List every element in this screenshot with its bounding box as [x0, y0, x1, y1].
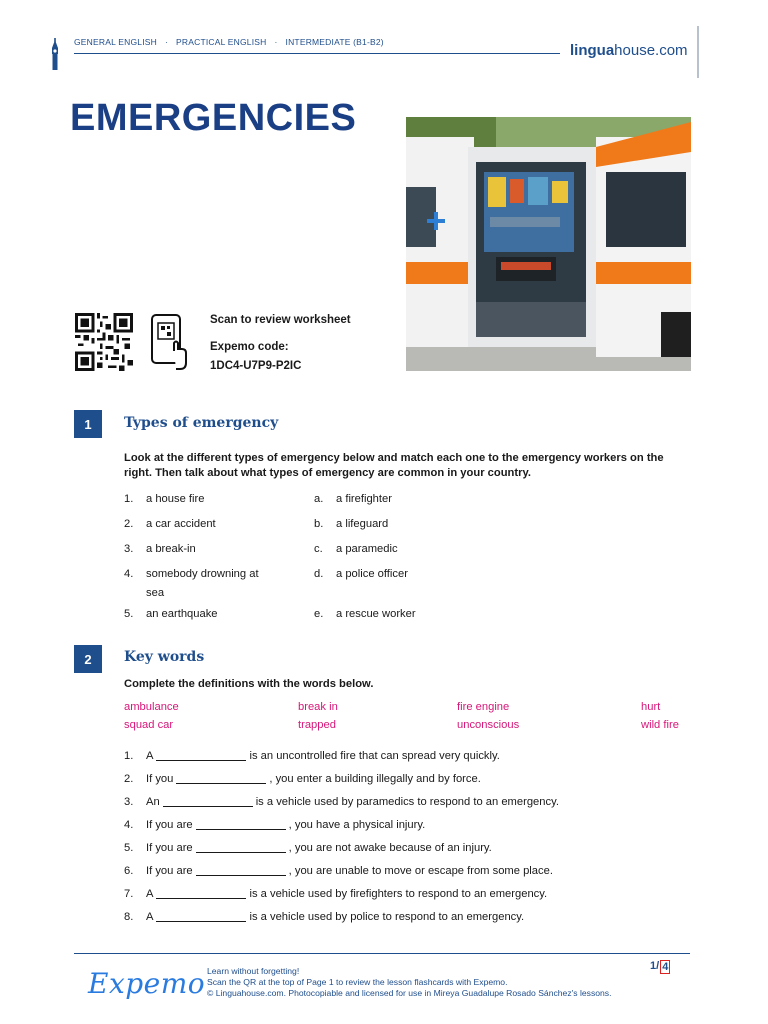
- qr-code-icon: [74, 313, 134, 371]
- sentence-item: [124, 819, 425, 831]
- footer-rule: [74, 953, 690, 954]
- brand-bold: lingua: [570, 42, 615, 59]
- sentence-after: is an uncontrolled fire that can spread very quickly.: [249, 750, 500, 762]
- breadcrumb: [74, 37, 384, 47]
- section-instructions: Look at the different types of emergency below and match each one to the emergency workers on the right. Then talk about what types of emergency are common in your country.: [124, 452, 664, 479]
- word-bank-item: wild fire: [641, 719, 679, 731]
- sentence-item: [124, 888, 547, 900]
- item-text: a police officer: [336, 568, 408, 580]
- item-text: a car accident: [146, 518, 216, 530]
- section-number-badge: 1: [74, 410, 102, 438]
- list-item: [314, 608, 416, 620]
- item-number: 7.: [124, 888, 134, 900]
- list-item: [314, 543, 398, 555]
- sentence-item: [124, 865, 553, 877]
- sentence-after: is a vehicle used by police to respond to an emergency.: [249, 911, 525, 923]
- breadcrumb-separator: ·: [274, 37, 278, 47]
- sentence-after: , you are not awake because of an injury.: [288, 842, 492, 854]
- expemo-code-value: 1DC4-U7P9-P2IC: [210, 360, 302, 372]
- item-letter: b.: [314, 518, 324, 530]
- page-total: 4: [662, 961, 669, 973]
- item-number: 4.: [124, 819, 134, 831]
- word-bank-item: break in: [298, 701, 338, 713]
- item-number: 2.: [124, 773, 134, 785]
- item-letter: a.: [314, 493, 324, 505]
- word-bank-item: fire engine: [457, 701, 510, 713]
- breadcrumb-level-1: GENERAL ENGLISH: [74, 37, 157, 47]
- page-number: [650, 960, 670, 974]
- breadcrumb-level-2: PRACTICAL ENGLISH: [176, 37, 267, 47]
- answer-blank[interactable]: [196, 865, 286, 876]
- header-divider: [697, 26, 699, 78]
- item-number: 6.: [124, 865, 134, 877]
- item-text: a lifeguard: [336, 518, 389, 530]
- sentence-before: An: [146, 796, 160, 808]
- breadcrumb-level-3: INTERMEDIATE (B1-B2): [285, 37, 384, 47]
- answer-blank[interactable]: [156, 888, 246, 899]
- sentence-item: [124, 773, 481, 785]
- item-number: 3.: [124, 543, 134, 555]
- list-item: [124, 518, 216, 530]
- scan-label: Scan to review worksheet: [210, 314, 351, 326]
- item-number: 3.: [124, 796, 134, 808]
- answer-blank[interactable]: [163, 796, 253, 807]
- word-bank-item: ambulance: [124, 701, 179, 713]
- list-item-continuation: [146, 587, 164, 599]
- sentence-before: A: [146, 911, 154, 923]
- sentence-after: , you are unable to move or escape from some place.: [288, 865, 553, 877]
- sentence-before: If you: [146, 773, 174, 785]
- brand-logo: [570, 42, 688, 59]
- answer-blank[interactable]: [196, 842, 286, 853]
- footer-text: [207, 966, 612, 999]
- sentence-before: A: [146, 750, 154, 762]
- sentence-before: If you are: [146, 865, 193, 877]
- list-item: [124, 568, 259, 580]
- brand-rest: house.com: [614, 42, 688, 59]
- word-bank-item: squad car: [124, 719, 174, 731]
- answer-blank[interactable]: [176, 773, 266, 784]
- item-text: a paramedic: [336, 543, 398, 555]
- footer-copyright: © Linguahouse.com. Photocopiable and licensed for use in Mireya Guadalupe Rosado Sánchez's lessons.: [207, 988, 612, 998]
- answer-blank[interactable]: [156, 750, 246, 761]
- item-text: somebody drowning at: [146, 568, 259, 580]
- item-text: an earthquake: [146, 608, 218, 620]
- sentence-before: If you are: [146, 819, 193, 831]
- item-letter: d.: [314, 568, 324, 580]
- ambulance-photo: [406, 117, 691, 371]
- breadcrumb-separator: ·: [165, 37, 169, 47]
- page-current: 1/: [650, 960, 660, 972]
- sentence-item: [124, 796, 559, 808]
- header-rule: [74, 53, 560, 54]
- expemo-logo: Expemo: [88, 967, 206, 1000]
- word-bank-item: trapped: [298, 719, 336, 731]
- word-bank-item: hurt: [641, 701, 661, 713]
- list-item: [124, 543, 196, 555]
- item-text: a break-in: [146, 543, 196, 555]
- item-text: a house fire: [146, 493, 205, 505]
- word-bank-item: unconscious: [457, 719, 520, 731]
- phone-scan-icon: [148, 313, 192, 371]
- section-instructions: Complete the definitions with the words below.: [124, 678, 374, 690]
- answer-blank[interactable]: [156, 911, 246, 922]
- section-title: Types of emergency: [124, 415, 279, 431]
- section-title: Key words: [124, 649, 205, 665]
- answer-blank[interactable]: [196, 819, 286, 830]
- list-item: [124, 608, 218, 620]
- sentence-after: is a vehicle used by firefighters to respond to an emergency.: [249, 888, 548, 900]
- item-letter: e.: [314, 608, 324, 620]
- list-item: [314, 493, 392, 505]
- item-text: a firefighter: [336, 493, 392, 505]
- item-number: 4.: [124, 568, 134, 580]
- big-ben-icon: [50, 38, 60, 70]
- item-number: 1.: [124, 750, 134, 762]
- item-number: 5.: [124, 842, 134, 854]
- list-item: [314, 568, 408, 580]
- sentence-item: [124, 911, 524, 923]
- sentence-before: If you are: [146, 842, 193, 854]
- item-number: 8.: [124, 911, 134, 923]
- section-number-badge: 2: [74, 645, 102, 673]
- item-number: 5.: [124, 608, 134, 620]
- sentence-item: [124, 750, 500, 762]
- page-title: EMERGENCIES: [70, 97, 357, 139]
- sentence-before: A: [146, 888, 154, 900]
- item-text: a rescue worker: [336, 608, 416, 620]
- list-item: [124, 493, 204, 505]
- sentence-item: [124, 842, 492, 854]
- item-number: 1.: [124, 493, 134, 505]
- item-letter: c.: [314, 543, 323, 555]
- footer-instructions: Scan the QR at the top of Page 1 to review the lesson flashcards with Expemo.: [207, 977, 508, 987]
- footer-tagline: Learn without forgetting!: [207, 966, 300, 976]
- expemo-code-label: Expemo code:: [210, 341, 289, 353]
- sentence-after: , you enter a building illegally and by force.: [269, 773, 481, 785]
- item-number: 2.: [124, 518, 134, 530]
- list-item: [314, 518, 388, 530]
- sentence-after: , you have a physical injury.: [288, 819, 426, 831]
- sentence-after: is a vehicle used by paramedics to respond to an emergency.: [255, 796, 559, 808]
- item-text: sea: [146, 587, 165, 599]
